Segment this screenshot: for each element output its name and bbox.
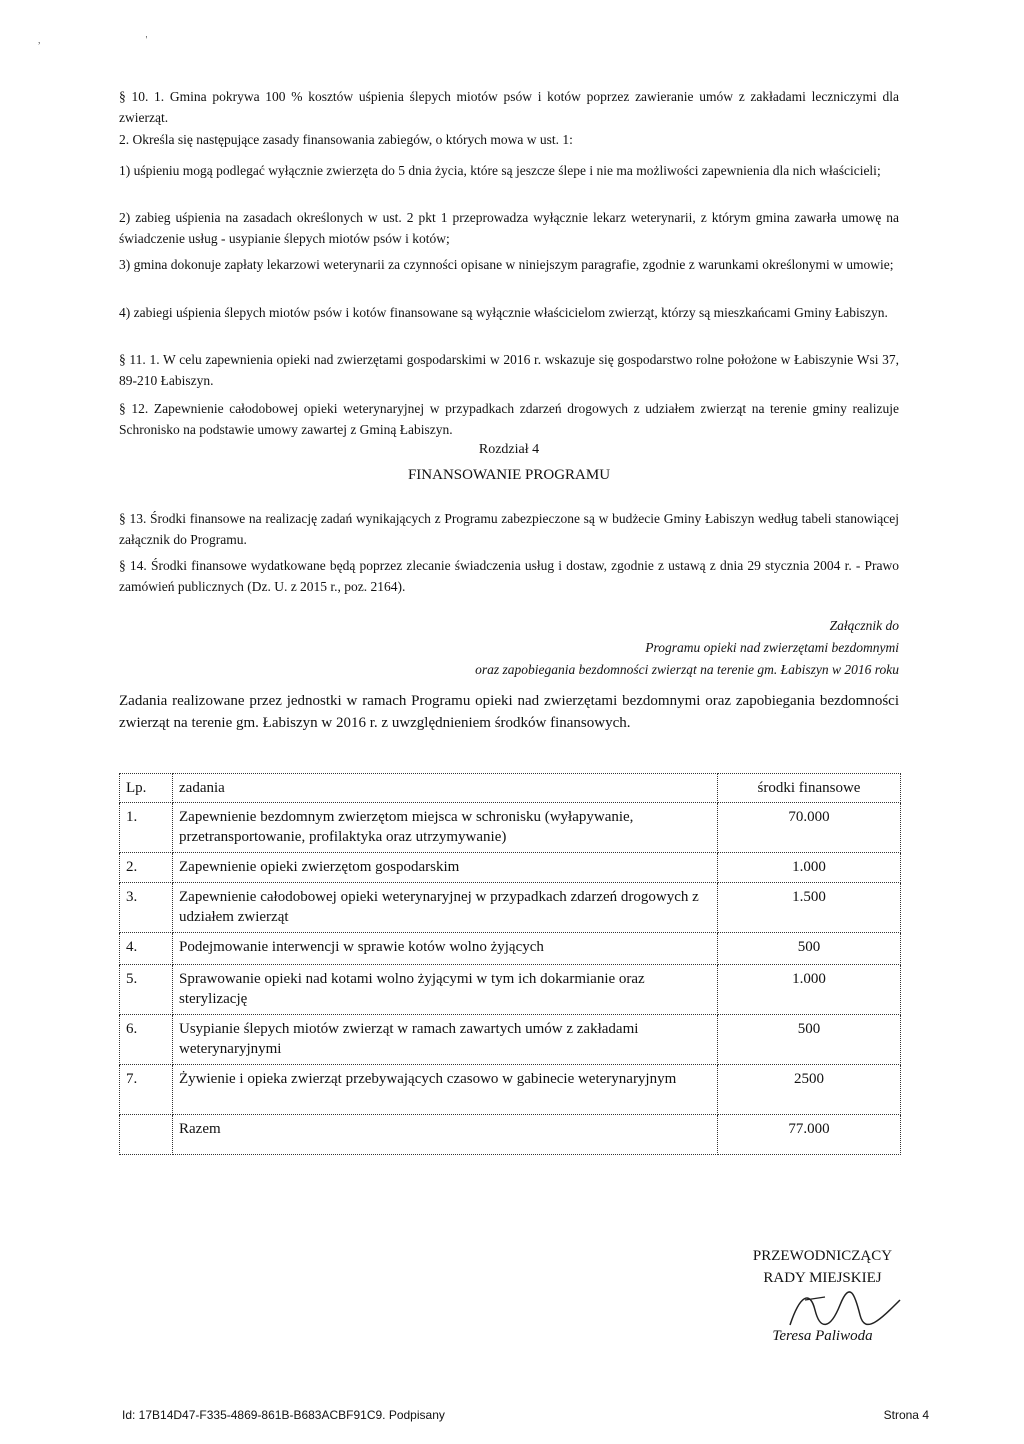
row-amount: 500 — [718, 1015, 901, 1065]
table-row — [120, 853, 901, 883]
paragraph-10-1: § 10. 1. Gmina pokrywa 100 % kosztów uśpienia ślepych miotów psów i kotów poprzez zawieranie umów z zakładami leczniczymi dla zwierząt. — [119, 89, 899, 125]
chapter-title: FINANSOWANIE PROGRAMU — [407, 467, 611, 483]
row-amount: 1.500 — [718, 883, 901, 933]
annex-line-2: Programu opieki nad zwierzętami bezdomnymi — [645, 640, 899, 655]
paragraph-12: § 12. Zapewnienie całodobowej opieki weterynaryjnej w przypadkach zdarzeń drogowych z udziałem zwierząt na terenie gminy realizuje Schronisko na podstawie umowy zawartej z Gminą Łabiszyn. — [119, 401, 899, 437]
signature-title-line-1: PRZEWODNICZĄCY — [752, 1248, 893, 1264]
document-id: Id: 17B14D47-F335-4869-861B-B683ACBF91C9. Podpisany — [122, 1408, 445, 1422]
row-lp: 3. — [120, 883, 173, 933]
row-task: Zapewnienie opieki zwierzętom gospodarskim — [173, 853, 718, 883]
paragraph-10-2-point-2: 2) zabieg uśpienia na zasadach określonych w ust. 2 pkt 1 przeprowadza wyłącznie lekarz weterynarii, z którym gmina zawarła umowę na świadczenie usług - usypianie ślepych miotów psów i kotów; — [119, 210, 899, 246]
table-row — [120, 965, 901, 1015]
paragraph-10-2-point-3: 3) gmina dokonuje zapłaty lekarzowi weterynarii za czynności opisane w niniejszym paragrafie, zgodnie z warunkami określonymi w umowie; — [119, 257, 894, 272]
page-number: Strona 4 — [883, 1408, 929, 1422]
table-row — [120, 803, 901, 853]
paragraph-13: § 13. Środki finansowe na realizację zadań wynikających z Programu zabezpieczone są w budżecie Gminy Łabiszyn według tabeli stanowiącej załącznik do Programu. — [119, 511, 899, 547]
row-amount: 70.000 — [718, 803, 901, 853]
row-lp: 1. — [120, 803, 173, 853]
paragraph-10-2-point-4: 4) zabiegi uśpienia ślepych miotów psów i kotów finansowane są wyłącznie właścicielom zwierząt, którzy są mieszkańcami Gminy Łabiszyn. — [119, 305, 888, 320]
row-lp: 2. — [120, 853, 173, 883]
table-row — [120, 1065, 901, 1115]
row-task: Podejmowanie interwencji w sprawie kotów wolno żyjących — [173, 933, 718, 965]
row-task: Sprawowanie opieki nad kotami wolno żyjącymi w tym ich dokarmianie oraz sterylizację — [173, 965, 718, 1015]
total-lp-empty — [120, 1115, 173, 1155]
row-task: Zapewnienie całodobowej opieki weterynaryjnej w przypadkach zdarzeń drogowych z udziałem zwierząt — [173, 883, 718, 933]
row-amount: 1.000 — [718, 965, 901, 1015]
table-row — [120, 933, 901, 965]
row-lp: 6. — [120, 1015, 173, 1065]
table-header-row — [120, 774, 901, 803]
handwritten-signature — [785, 1285, 905, 1335]
row-lp: 5. — [120, 965, 173, 1015]
finance-table — [119, 773, 901, 1155]
row-amount: 500 — [718, 933, 901, 965]
chapter-number: Rozdział 4 — [478, 442, 540, 457]
row-lp: 7. — [120, 1065, 173, 1115]
annex-intro: Zadania realizowane przez jednostki w ramach Programu opieki nad zwierzętami bezdomnymi oraz zapobiegania bezdomności zwierząt na terenie gm. Łabiszyn w 2016 r. z uwzględnieniem środków finansowych. — [119, 693, 899, 731]
table-total-row — [120, 1115, 901, 1155]
total-label: Razem — [173, 1115, 718, 1155]
row-task: Zapewnienie bezdomnym zwierzętom miejsca w schronisku (wyłapywanie, przetransportowanie, profilaktyka oraz utrzymywanie) — [173, 803, 718, 853]
paragraph-10-2: 2. Określa się następujące zasady finansowania zabiegów, o których mowa w ust. 1: — [119, 132, 573, 147]
row-amount: 2500 — [718, 1065, 901, 1115]
annex-line-1: Załącznik do — [829, 618, 899, 633]
row-lp: 4. — [120, 933, 173, 965]
header-tasks: zadania — [173, 774, 718, 803]
paragraph-10-2-point-1: 1) uśpieniu mogą podlegać wyłącznie zwierzęta do 5 dnia życia, które są jeszcze ślepe i nie ma możliwości zapewnienia dla nich właścicieli; — [119, 163, 881, 178]
scan-specks: , ' — [38, 35, 148, 46]
paragraph-14: § 14. Środki finansowe wydatkowane będą poprzez zlecanie świadczenia usług i dostaw, zgodnie z ustawą z dnia 29 stycznia 2004 r. - Prawo zamówień publicznych (Dz. U. z 2015 r., poz. 2164). — [119, 558, 899, 594]
paragraph-11: § 11. 1. W celu zapewnienia opieki nad zwierzętami gospodarskimi w 2016 r. wskazuje się gospodarstwo rolne położone w Łabiszynie Wsi 37, 89-210 Łabiszyn. — [119, 352, 899, 388]
signatory-name: Teresa Paliwoda — [772, 1328, 873, 1344]
row-task: Usypianie ślepych miotów zwierząt w ramach zawartych umów z zakładami weterynaryjnymi — [173, 1015, 718, 1065]
annex-line-3: oraz zapobiegania bezdomności zwierząt na terenie gm. Łabiszyn w 2016 roku — [475, 662, 899, 677]
header-funds: środki finansowe — [718, 774, 901, 803]
header-lp: Lp. — [120, 774, 173, 803]
row-task: Żywienie i opieka zwierząt przebywających czasowo w gabinecie weterynaryjnym — [173, 1065, 718, 1115]
table-row — [120, 1015, 901, 1065]
signature-title-line-2: RADY MIEJSKIEJ — [763, 1270, 882, 1286]
row-amount: 1.000 — [718, 853, 901, 883]
table-row — [120, 883, 901, 933]
total-amount: 77.000 — [718, 1115, 901, 1155]
